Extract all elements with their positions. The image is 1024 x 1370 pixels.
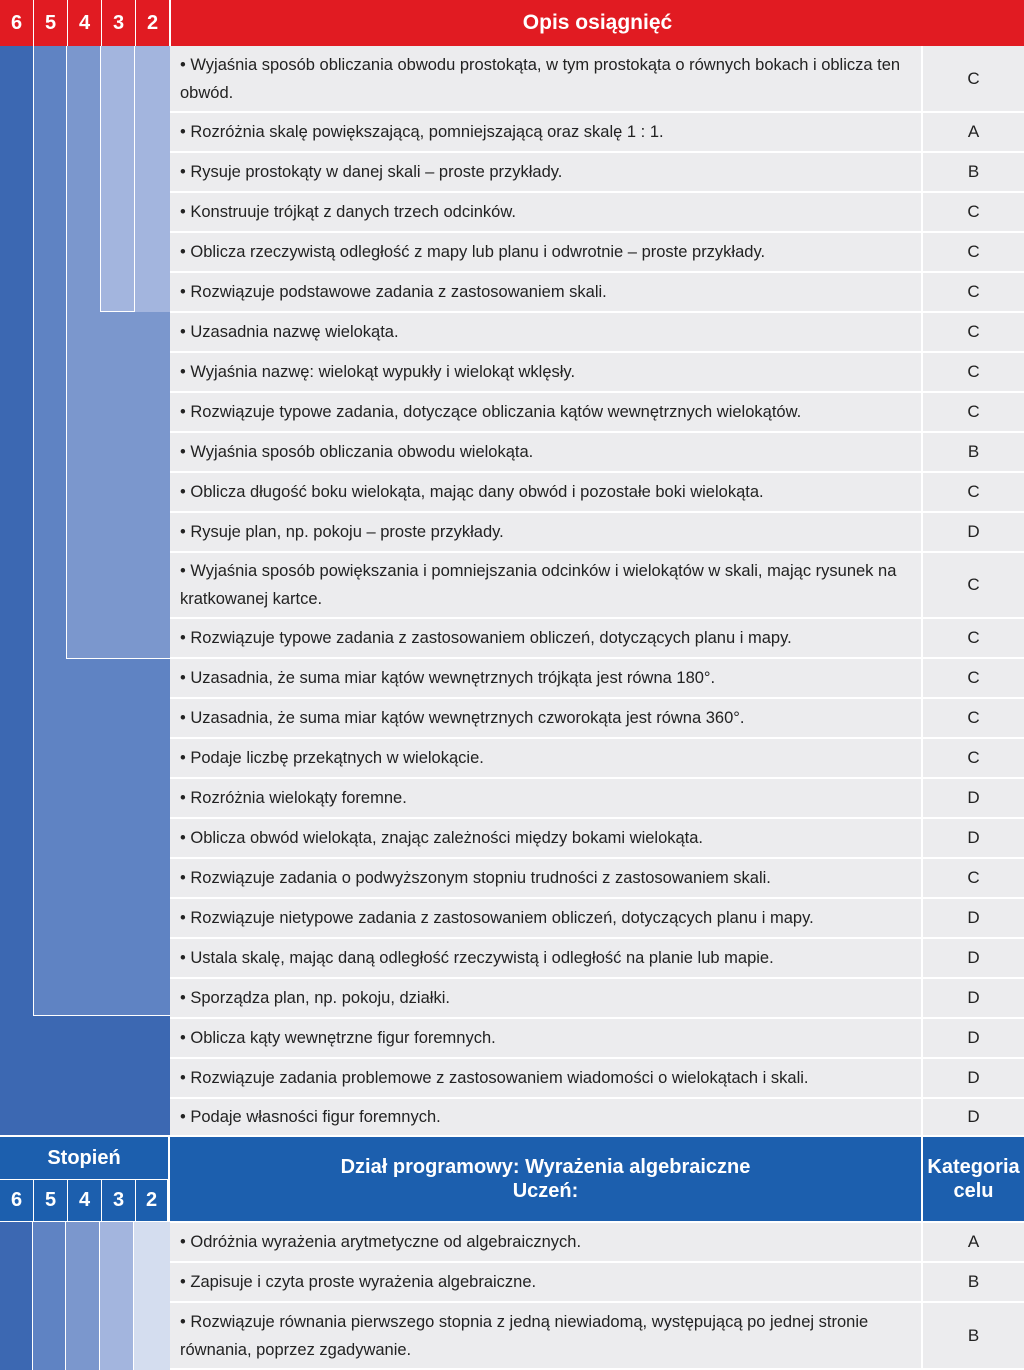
category-cell: B	[967, 1272, 980, 1291]
category-cell: C	[967, 668, 980, 687]
category-cell: B	[967, 442, 980, 461]
grade-header-3-s2: 3	[102, 1179, 136, 1221]
achievement-description	[170, 1059, 923, 1097]
category-cell: C	[967, 628, 980, 647]
achievements-header: Opis osiągnięć	[170, 0, 1024, 46]
achievement-description	[170, 859, 923, 897]
grade-band-4-s2	[66, 1222, 100, 1370]
grade-band-2	[134, 46, 170, 312]
table-row	[170, 819, 1024, 859]
achievement-description	[170, 113, 923, 151]
grade-band-2-s2	[134, 1222, 170, 1370]
table-row	[170, 46, 1024, 113]
grade-band-3-s2	[100, 1222, 134, 1370]
table-row	[170, 739, 1024, 779]
achievement-description	[170, 433, 923, 471]
description-text: • Wyjaśnia sposób obliczania obwodu wielokąta.	[180, 443, 534, 461]
table-row	[170, 939, 1024, 979]
category-cell: C	[967, 402, 980, 421]
achievement-description	[170, 779, 923, 817]
grade-header-3: 3	[102, 0, 136, 46]
achievement-description	[170, 1263, 923, 1301]
category-cell: C	[967, 242, 980, 261]
category-cell: D	[967, 908, 980, 927]
achievement-description	[170, 819, 923, 857]
category-cell: D	[967, 788, 980, 807]
achievement-description	[170, 1099, 923, 1135]
achievement-description	[170, 233, 923, 271]
category-cell: A	[967, 122, 980, 141]
achievement-description	[170, 273, 923, 311]
table-row	[170, 113, 1024, 153]
achievement-description	[170, 393, 923, 431]
table-row	[170, 979, 1024, 1019]
description-text: • Ustala skalę, mając daną odległość rzeczywistą i odległość na planie lub mapie.	[180, 949, 774, 967]
achievement-description	[170, 979, 923, 1017]
achievement-description	[170, 193, 923, 231]
grade-header-4: 4	[68, 0, 102, 46]
grade-header-6-s2: 6	[0, 1179, 34, 1221]
category-cell: C	[967, 202, 980, 221]
category-cell: C	[967, 708, 980, 727]
description-text: • Oblicza rzeczywistą odległość z mapy lub planu i odwrotnie – proste przykłady.	[180, 243, 766, 261]
table-row	[170, 659, 1024, 699]
table-row	[170, 899, 1024, 939]
category-cell: C	[967, 868, 980, 887]
grade-band-6-s2	[0, 1222, 33, 1370]
section-title-line1: Dział programowy: Wyrażenia algebraiczne	[340, 1156, 751, 1178]
description-text: • Odróżnia wyrażenia arytmetyczne od algebraicznych.	[180, 1233, 582, 1251]
achievement-description	[170, 313, 923, 351]
category-cell: D	[967, 1028, 980, 1047]
category-cell: D	[967, 1068, 980, 1087]
category-cell: D	[967, 988, 980, 1007]
table-row	[170, 1059, 1024, 1099]
description-text: • Wyjaśnia sposób obliczania obwodu prostokąta, w tym prostokąta o równych bokach i oblicza ten obwód.	[180, 55, 901, 102]
table-row	[170, 193, 1024, 233]
description-text: • Wyjaśnia sposób powiększania i pomniejszania odcinków i wielokątów w skali, mając rysunek na kratkowanej kartce.	[180, 562, 897, 608]
grade-header-4-s2: 4	[68, 1179, 102, 1221]
description-text: • Rozwiązuje zadania o podwyższonym stopniu trudności z zastosowaniem skali.	[180, 869, 771, 887]
achievement-description	[170, 739, 923, 777]
description-text: • Rozwiązuje typowe zadania z zastosowaniem obliczeń, dotyczących planu i mapy.	[180, 629, 792, 647]
achievement-description	[170, 619, 923, 657]
achievement-description	[170, 1223, 923, 1261]
table-row	[170, 273, 1024, 313]
description-text: • Podaje własności figur foremnych.	[180, 1108, 441, 1126]
table-row	[170, 619, 1024, 659]
description-text: • Konstruuje trójkąt z danych trzech odcinków.	[180, 203, 516, 221]
description-text: • Rozwiązuje typowe zadania, dotyczące obliczania kątów wewnętrznych wielokątów.	[180, 403, 802, 421]
grade-header-2-s2: 2	[136, 1179, 168, 1221]
category-cell: B	[967, 1325, 980, 1345]
description-text: • Wyjaśnia nazwę: wielokąt wypukły i wielokąt wklęsły.	[180, 363, 576, 381]
table-row	[170, 433, 1024, 473]
table-row	[170, 1019, 1024, 1059]
category-cell: C	[967, 282, 980, 301]
grade-header-6: 6	[0, 0, 34, 46]
table-row	[170, 553, 1024, 619]
achievement-description	[170, 659, 923, 697]
achievement-description	[170, 1303, 923, 1368]
category-cell: D	[967, 828, 980, 847]
table-row	[170, 1303, 1024, 1370]
achievement-description	[170, 513, 923, 551]
description-text: • Zapisuje i czyta proste wyrażenia algebraiczne.	[180, 1273, 537, 1291]
grade-band-5-s2	[33, 1222, 66, 1370]
category-cell: D	[967, 948, 980, 967]
section-title	[170, 1137, 921, 1221]
description-text: • Oblicza długość boku wielokąta, mając dany obwód i pozostałe boki wielokąta.	[180, 483, 764, 501]
table-row	[170, 473, 1024, 513]
achievement-description	[170, 473, 923, 511]
description-text: • Rozwiązuje podstawowe zadania z zastosowaniem skali.	[180, 283, 607, 301]
achievement-description	[170, 899, 923, 937]
table-row	[170, 313, 1024, 353]
description-text: • Rozróżnia wielokąty foremne.	[180, 789, 407, 807]
achievement-description	[170, 553, 923, 617]
description-text: • Rozwiązuje nietypowe zadania z zastosowaniem obliczeń, dotyczących planu i mapy.	[180, 909, 814, 927]
category-cell: C	[967, 482, 980, 501]
description-text: • Uzasadnia, że suma miar kątów wewnętrznych trójkąta jest równa 180°.	[180, 669, 716, 687]
achievement-description	[170, 353, 923, 391]
achievement-description	[170, 699, 923, 737]
achievement-description	[170, 939, 923, 977]
section-title-line2: Uczeń:	[512, 1180, 579, 1202]
category-cell: C	[967, 748, 980, 767]
achievement-description	[170, 46, 923, 111]
category-header	[923, 1137, 1024, 1221]
category-cell: C	[967, 68, 980, 88]
table-row	[170, 393, 1024, 433]
table-row	[170, 353, 1024, 393]
table-row	[170, 233, 1024, 273]
description-text: • Uzasadnia, że suma miar kątów wewnętrznych czworokąta jest równa 360°.	[180, 709, 745, 727]
table-row	[170, 153, 1024, 193]
table-row	[170, 513, 1024, 553]
category-cell: C	[967, 322, 980, 341]
grade-header-2: 2	[136, 0, 170, 46]
description-text: • Sporządza plan, np. pokoju, działki.	[180, 989, 450, 1007]
category-header-line1: Kategoria	[927, 1156, 1020, 1178]
description-text: • Oblicza obwód wielokąta, znając zależności między bokami wielokąta.	[180, 829, 704, 847]
category-header-line2: celu	[953, 1180, 994, 1202]
achievement-description	[170, 1019, 923, 1057]
description-text: • Oblicza kąty wewnętrzne figur foremnych.	[180, 1029, 496, 1047]
table-row	[170, 779, 1024, 819]
description-text: • Uzasadnia nazwę wielokąta.	[180, 323, 399, 341]
grade-header-5-s2: 5	[34, 1179, 68, 1221]
grade-header-5: 5	[34, 0, 68, 46]
category-cell: A	[967, 1232, 980, 1251]
description-text: • Rozróżnia skalę powiększającą, pomniejszającą oraz skalę 1 : 1.	[180, 123, 664, 141]
description-text: • Rysuje plan, np. pokoju – proste przykłady.	[180, 523, 504, 541]
table-row	[170, 1223, 1024, 1263]
description-text: • Rysuje prostokąty w danej skali – proste przykłady.	[180, 163, 563, 181]
table-row	[170, 699, 1024, 739]
category-cell: C	[967, 575, 980, 594]
description-text: • Podaje liczbę przekątnych w wielokącie.	[180, 749, 484, 767]
category-cell: D	[967, 522, 980, 541]
achievement-description	[170, 153, 923, 191]
category-cell: C	[967, 362, 980, 381]
table-row	[170, 859, 1024, 899]
description-text: • Rozwiązuje równania pierwszego stopnia z jedną niewiadomą, występującą po jednej stronie równania, poprzez zgadywanie.	[180, 1312, 869, 1359]
category-cell: B	[967, 162, 980, 181]
table-row	[170, 1099, 1024, 1137]
category-cell: D	[967, 1107, 980, 1126]
table-row	[170, 1263, 1024, 1303]
stopien-header: Stopień	[0, 1137, 168, 1179]
description-text: • Rozwiązuje zadania problemowe z zastosowaniem wiadomości o wielokątach i skali.	[180, 1069, 809, 1087]
